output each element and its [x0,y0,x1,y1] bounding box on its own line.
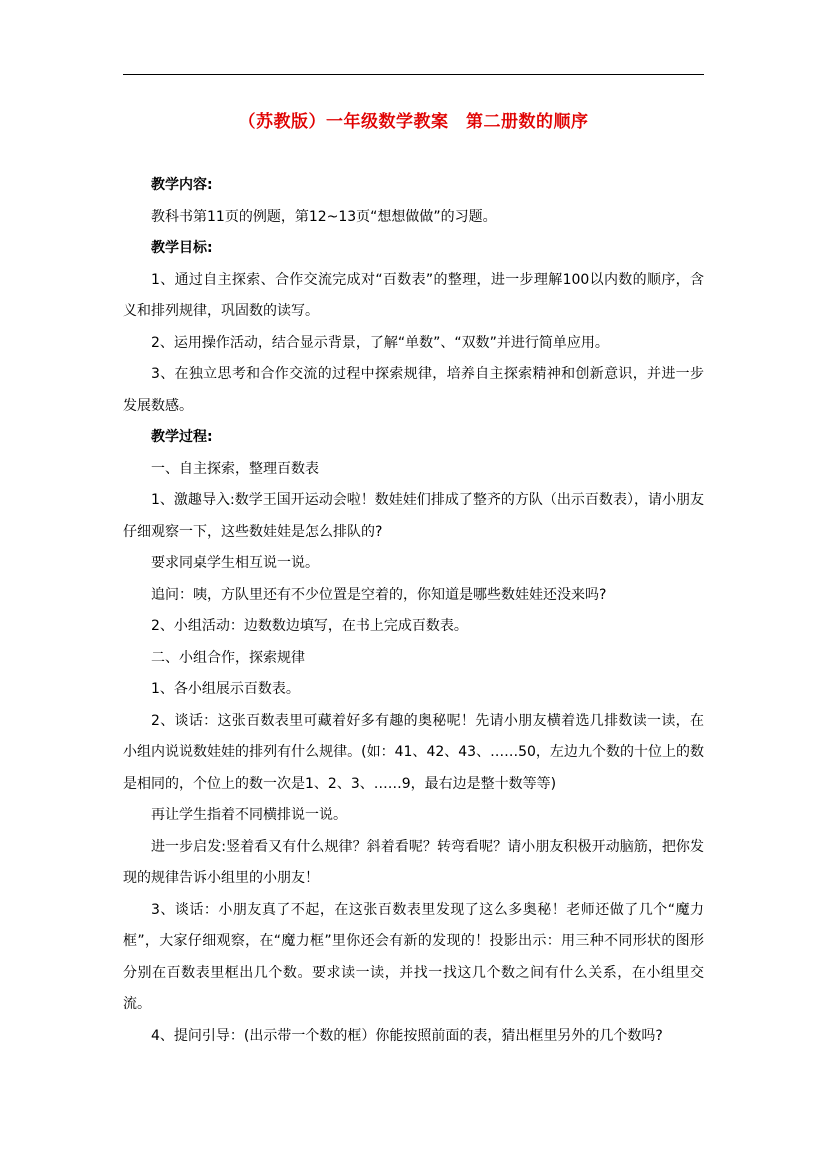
document-title: （苏教版）一年级数学教案 第二册数的顺序 [238,112,589,132]
body-paragraph: 1、各小组展示百数表。 [151,681,300,697]
body-paragraph: 2、谈话：这张百数表里可藏着好多有趣的奥秘呢！先请小朋友横着选几排数读一读，在小组内说说数娃娃的排列有什么规律。(如：41、42、43、……50，左边九个数的十位上的数是相同的，个位上的数一次是1、2、3、……9，最右边是整十数等等) [123,712,704,792]
body-paragraph: 1、通过自主探索、合作交流完成对“百数表”的整理，进一步理解100以内数的顺序，含义和排列规律，巩固数的读写。 [123,271,704,319]
body-paragraph: 二、小组合作，探索规律 [151,649,305,666]
section-heading: 教学内容: [151,177,213,193]
header-rule [123,74,704,75]
body-paragraph: 3、谈话：小朋友真了不起，在这张百数表里发现了这么多奥秘！老师还做了几个“魔力框”，大家仔细观察，在“魔力框”里你还会有新的发现的！投影出示：用三种不同形状的图形分别在百数表里框出几个数。要求读一读，并找一找这几个数之间有什么关系，在小组里交流。 [123,901,704,1012]
body-paragraph: 2、运用操作活动，结合显示背景，了解“单数”、“双数”并进行简单应用。 [151,334,609,351]
body-paragraph: 3、在独立思考和合作交流的过程中探索规律，培养自主探索精神和创新意识，并进一步发展数感。 [123,366,704,414]
body-paragraph: 4、提问引导：(出示带一个数的框）你能按照前面的表，猜出框里另外的几个数吗? [151,1027,663,1044]
body-paragraph: 1、激趣导入:数学王国开运动会啦！数娃娃们排成了整齐的方队（出示百数表），请小朋友仔细观察一下，这些数娃娃是怎么排队的? [123,492,704,540]
body-paragraph: 再让学生指着不同横排说一说。 [151,807,347,823]
body-paragraph: 2、小组活动：边数数边填写，在书上完成百数表。 [151,618,468,634]
body-paragraph: 追问：咦，方队里还有不少位置是空着的，你知道是哪些数娃娃还没来吗? [151,586,607,603]
body-paragraph: 要求同桌学生相互说一说。 [151,555,319,571]
document-body [123,170,704,1052]
body-paragraph: 进一步启发:竖着看又有什么规律？斜着看呢？转弯看呢？请小朋友积极开动脑筋，把你发现的规律告诉小组里的小朋友！ [123,838,704,886]
body-paragraph: 一、自主探索，整理百数表 [151,460,319,477]
body-paragraph: 教科书第11页的例题，第12~13页“想想做做”的习题。 [151,208,497,225]
section-heading: 教学过程: [151,429,213,445]
section-heading: 教学目标: [151,240,213,256]
